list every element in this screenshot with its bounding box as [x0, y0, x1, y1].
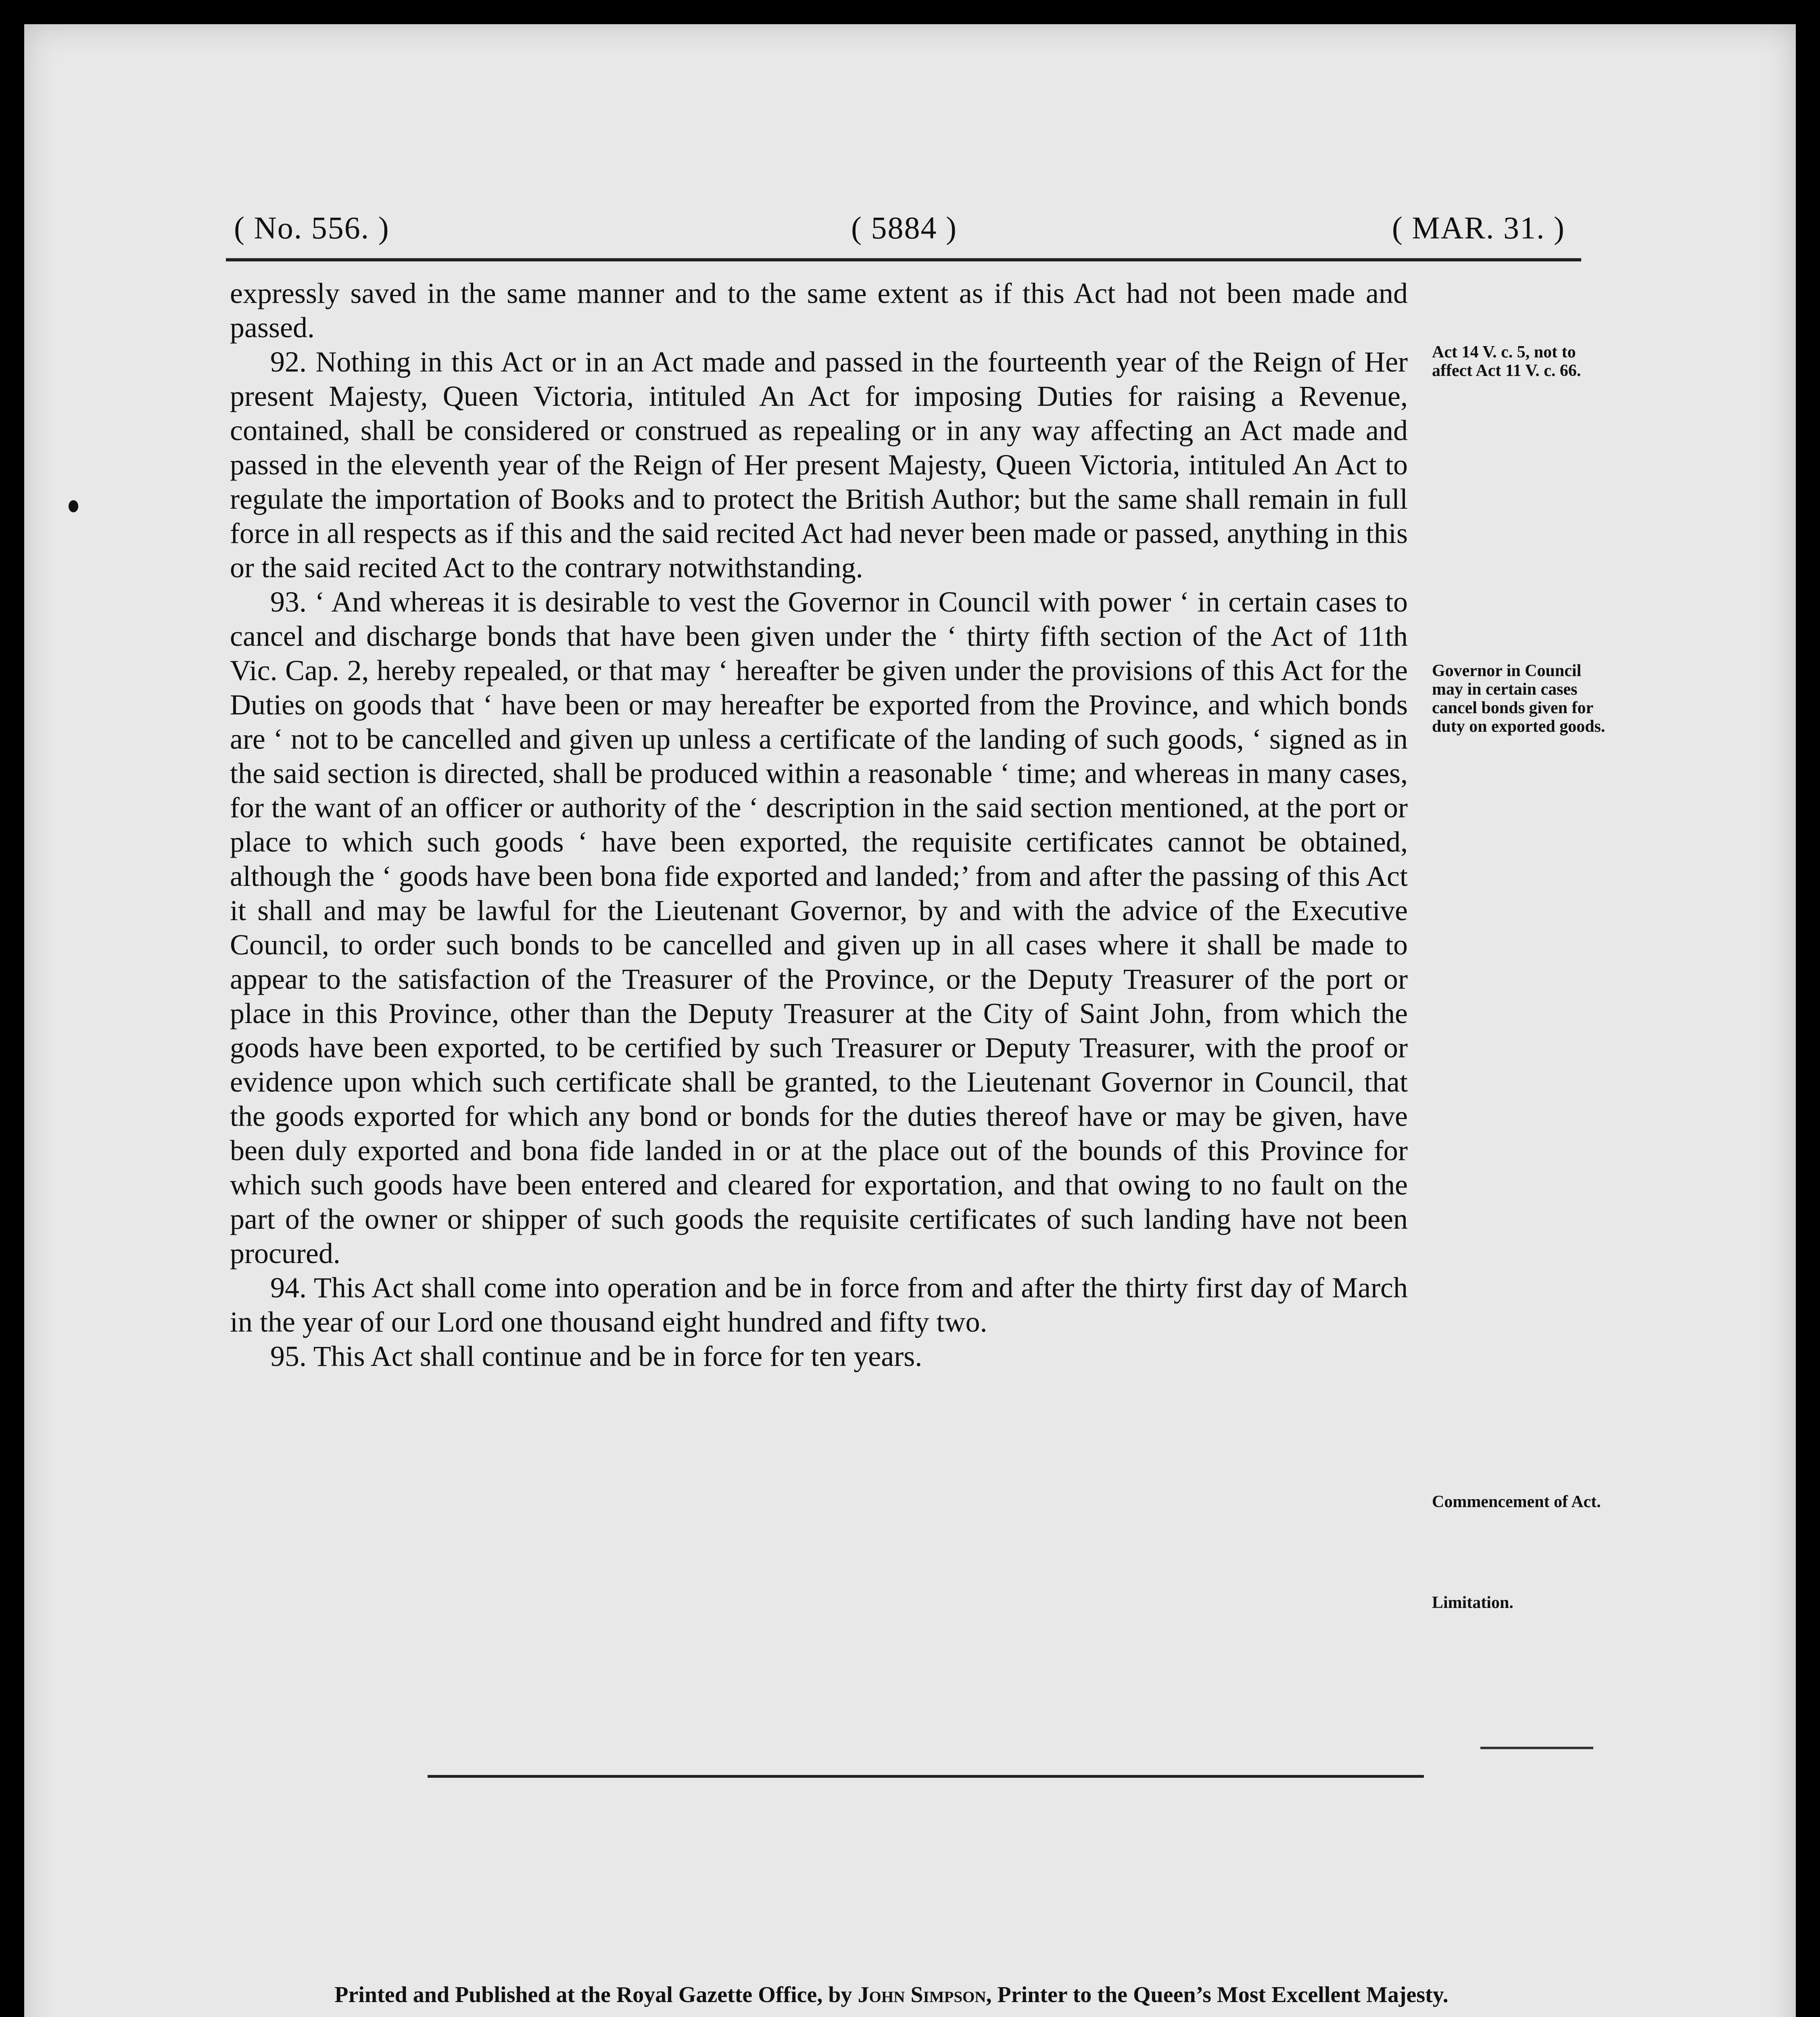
closing-rule: [428, 1775, 1424, 1778]
header-rule: [226, 258, 1581, 261]
imprint-line-1: [226, 1977, 1557, 2013]
section-93: 93. ‘ And whereas it is desirable to vest the Governor in Council with power ‘ in certain cases to cancel and discharge bonds that have been given under the ‘ thirty fifth section of the Act of 11th Vic. Cap. 2, hereby repealed, or that may ‘ hereafter be given under the provisions of this Act for the Duties on goods that ‘ have been or may hereafter be exported from the Province, and which bonds are ‘ not to be cancelled and given up unless a certificate of the landing of such goods, ‘ signed as in the said section is directed, shall be produced within a reasonable ‘ time; and whereas in many cases, for the want of an officer or authority of the ‘ description in the said section mentioned, at the port or place to which such goods ‘ have been exported, the requisite certificates cannot be obtained, although the ‘ goods have been bona fide exported and landed;’ from and after the passing of this Act it shall and may be lawful for the Lieutenant Governor, by and with the advice of the Executive Council, to order such bonds to be cancelled and given up in all cases where it shall be made to appear to the satisfaction of the Treasurer of the Province, or the Deputy Treasurer of the port or place in this Province, other than the Deputy Treasurer at the City of Saint John, from which the goods have been exported, to be certified by such Treasurer or Deputy Treasurer, with the proof or evidence upon which such certificate shall be granted, to the Lieutenant Governor in Council, that the goods exported for which any bond or bonds for the duties thereof have or may be given, have been duly exported and bona fide landed in or at the place out of the bounds of this Province for which such goods have been entered and cleared for exportation, and that owing to no fault on the part of the owner or shipper of such goods the requisite certificates of such landing have not been procured.: [230, 586, 1408, 1269]
imprint-text-b: , Printer to the Queen’s Most Excellent Majesty.: [986, 1982, 1448, 2007]
section-92: 92. Nothing in this Act or in an Act made and passed in the fourteenth year of the Reign of Her present Majesty, Queen Victoria, intituled An Act for imposing Duties for raising a Revenue, contained, shall be considered or construed as repealing or in any way affecting an Act made and passed in the eleventh year of the Reign of Her present Majesty, Queen Victoria, intituled An Act to regulate the importation of Books and to protect the British Author; but the same shall remain in full force in all respects as if this and the said recited Act had never been made or passed, anything in this or the said recited Act to the contrary notwithstanding.: [230, 346, 1408, 584]
act-body: [230, 276, 1408, 1374]
imprint-date: [226, 2013, 1557, 2017]
continued-text: expressly saved in the same manner and to the same extent as if this Act had not been made and passed.: [230, 277, 1408, 344]
printer-name: John Simpson: [858, 1982, 986, 2007]
imprint-text-a: Printed and Published at the Royal Gazette Office, by: [334, 1982, 858, 2007]
header-act-number: ( No. 556. ): [234, 210, 390, 245]
margin-note-section-93: Governor in Council may in certain cases cancel bonds given for duty on exported goods.: [1432, 662, 1605, 736]
header-date: ( MAR. 31. ): [1392, 210, 1565, 245]
margin-note-section-95: Limitation.: [1432, 1593, 1513, 1612]
document-page: [24, 24, 1796, 2017]
section-95: 95. This Act shall continue and be in force for ten years.: [270, 1340, 923, 1372]
margin-dash: [1480, 1747, 1593, 1749]
ink-speck: [69, 500, 78, 512]
page-header: [234, 202, 1565, 250]
printer-imprint: [226, 1977, 1557, 2017]
section-94: 94. This Act shall come into operation and be in force from and after the thirty first day of March in the year of our Lord one thousand eight hundred and fifty two.: [230, 1272, 1408, 1338]
margin-note-section-94: Commencement of Act.: [1432, 1493, 1601, 1511]
header-page-number: ( 5884 ): [851, 210, 957, 245]
margin-note-section-92: Act 14 V. c. 5, not to affect Act 11 V. c. 66.: [1432, 343, 1581, 380]
